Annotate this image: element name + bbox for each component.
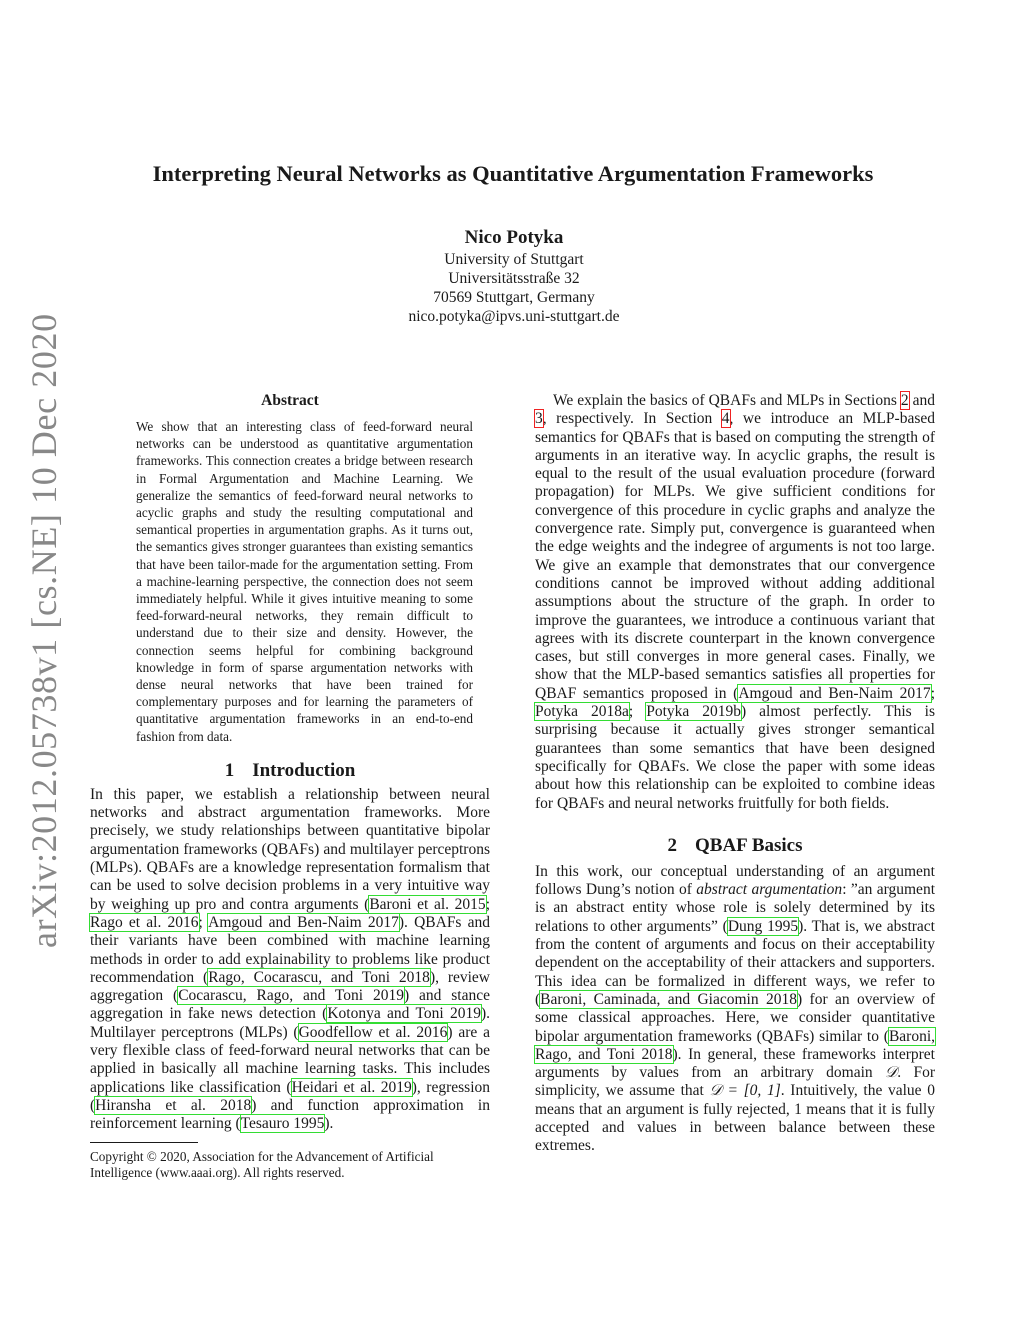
text-run: ), regression ( (90, 1078, 490, 1114)
text-run: ) for an overview of some classical approaches. Here, we consider quantitative bipolar argumentation frameworks (QBAFs) similar to ( (535, 990, 935, 1045)
citation-link[interactable]: Potyka 2019b (646, 703, 742, 721)
text-run: : ”an argument is an abstract entity whose role is solely determined by its relations to other arguments” ( (535, 881, 935, 935)
text-run: ). In general, these frameworks interpret arguments by values from an arbitrary domain (535, 1045, 935, 1082)
citation-link[interactable]: Cocarascu, Rago, and Toni 2019 (178, 987, 404, 1005)
citation-link[interactable]: Amgoud and Ben-Naim 2017 (208, 913, 399, 931)
citation-link[interactable]: Heidari et al. 2019 (291, 1078, 412, 1096)
citation-link[interactable]: Baroni, Rago, and Toni 2018 (535, 1027, 935, 1063)
section-ref-link[interactable]: 3 (535, 410, 543, 428)
outline-paragraph (535, 392, 935, 813)
citation-link[interactable]: Kotonya and Toni 2019 (327, 1005, 481, 1023)
citation-link[interactable]: Dung 1995 (727, 917, 799, 935)
citation-link[interactable]: Rago et al. 2016 (90, 913, 199, 931)
text-run: ) almost perfectly. This is surprising because it actually gives stronger semantical guarantees than some semantics that have been designed specifically for QBAFs. We close the paper with some ideas about how this relationship can be exploited to combine ideas for QBAFs and neural networks fruitfully for both fields. (535, 703, 935, 812)
section-ref-link[interactable]: 4 (721, 410, 730, 428)
text-run: ). (324, 1115, 334, 1133)
qbaf-paragraph (535, 863, 935, 1156)
introduction-paragraph (90, 786, 490, 1134)
text-run: . Intuitively, the value (780, 1082, 928, 1100)
text-run: ) are a very flexible class of feed-forward neural networks that can be applied in basically all machine learning tasks. This includes applications like classification ( (90, 1023, 491, 1096)
text-run: In this work, our conceptual understanding of an argument follows Dung’s notion of (535, 862, 935, 899)
text-run: means that an argument is fully rejected, (535, 1100, 795, 1118)
section-title: QBAF Basics (695, 834, 803, 856)
paper-title: Interpreting Neural Networks as Quantitative Argumentation Frameworks (152, 161, 874, 186)
section-heading-qbaf-basics (535, 835, 935, 857)
author-email: nico.potyka@ipvs.uni-stuttgart.de (408, 308, 620, 325)
citation-link[interactable]: Potyka 2018a (535, 703, 629, 721)
math-expression: 𝒟 = [0, 1] (709, 1082, 781, 1100)
text-run: ; (198, 913, 209, 931)
author-name: Nico Potyka (464, 227, 564, 248)
text-run: ; (930, 684, 935, 702)
citation-link[interactable]: Goodfellow et al. 2016 (298, 1023, 448, 1041)
text-run: ) and stance aggregation in fake news detection ( (90, 987, 491, 1023)
section-number: 2 (667, 834, 677, 856)
text-run: ; (628, 703, 647, 721)
math-symbol: 0 (927, 1082, 935, 1100)
copyright-footnote: Copyright © 2020, Association for the Advancement of Artificial Intelligence (www.aaai.org). All rights reserved. (90, 1148, 434, 1180)
citation-link[interactable]: Baroni et al. 2015 (369, 895, 486, 913)
text-run: ). QBAFs and their variants have been combined with machine learning methods in order to add explainability to problems like product recommendation ( (90, 913, 491, 986)
right-column (535, 392, 935, 1156)
section-heading-introduction (90, 760, 490, 782)
text-run: In this paper, we establish a relationship between neural networks and abstract argumentation frameworks. More precisely, we study relationships between quantitative bipolar argumentation frameworks (QBAFs) and multilayer perceptrons (MLPs). QBAFs are a knowledge representation formalism that can be used to solve decision problems in a very intuitive way by weighing up pro and contra arguments ( (90, 785, 490, 913)
left-column (90, 392, 490, 1182)
author-affiliation: University of Stuttgart (444, 251, 584, 268)
author-block (300, 226, 728, 326)
section-number: 1 (224, 759, 235, 781)
text-run: ). That is, we abstract from the content of arguments and focus on their acceptability dependent on the acceptability of their attackers and supporters. This idea can be formalized in different ways, we refer to ( (535, 917, 935, 1008)
text-run: ). Multilayer perceptrons (MLPs) ( (90, 1005, 491, 1041)
abstract-text: We show that an interesting class of feed-forward neural networks can be understood as quantitative argumentation frameworks. This connection creates a bridge between research in Formal Argumentation and Machine Learning. We generalize the semantics of feed-forward neural networks to acyclic graphs and study the resulting computational and semantical properties in argumentation graphs. As it turns out, the semantics gives stronger guarantees than existing semantics that have been tailor-made for the argumentation setting. From a machine-learning perspective, the connection does not seem immediately helpful. While it gives intuitive meaning to some feed-forward-neural networks, they remain difficult to understand due to their size and density. However, the connection seems helpful for combining background knowledge in form of sparse argumentation networks with dense neural networks that have been trained for complementary purposes and for learning the parameters of quantitative argumentation frameworks in an end-to-end fashion from data. (136, 419, 473, 744)
math-symbol: 𝒟 (884, 1064, 898, 1082)
author-street: Universitätsstraße 32 (448, 270, 580, 287)
text-run: ) and function approximation in reinforcement learning ( (90, 1096, 490, 1133)
text-run: . For simplicity, we assume that (535, 1064, 935, 1100)
section-title: Introduction (252, 759, 356, 781)
text-run: and (908, 392, 935, 409)
citation-link[interactable]: Baroni, Caminada, and Giacomin 2018 (540, 990, 797, 1008)
citation-link[interactable]: Hiransha et al. 2018 (95, 1096, 252, 1114)
math-symbol: 1 (794, 1100, 802, 1118)
text-run: ; (485, 895, 490, 913)
citation-link[interactable]: Rago, Cocarascu, and Toni 2018 (208, 968, 430, 986)
abstract-heading: Abstract (261, 392, 319, 409)
section-ref-link[interactable]: 2 (900, 392, 909, 409)
emphasis-text: abstract argumentation (696, 881, 843, 899)
text-run: ), review aggregation ( (90, 968, 491, 1005)
text-run: means that it is fully accepted and values in between balance between these extremes. (535, 1100, 935, 1155)
footnote-divider (90, 1142, 198, 1143)
author-city: 70569 Stuttgart, Germany (433, 289, 595, 306)
citation-link[interactable]: Amgoud and Ben-Naim 2017 (738, 684, 931, 702)
text-run: , respectively. In Section (542, 410, 722, 428)
arxiv-identifier: arXiv:2012.05738v1 [cs.NE] 10 Dec 2020 (24, 313, 64, 948)
text-run: , we introduce an MLP-based semantics for QBAFs that is based on computing the strength of arguments in an iterative way. In acyclic graphs, the result is equal to the result of the usual evaluation procedure (forward propagation) for MLPs. We give sufficient conditions for convergence of this procedure in cyclic graphs and analyze the convergence rate. Simply put, convergence is guaranteed when the edge weights and the indegree of arguments is not too large. We give an example that demonstrates that our convergence conditions cannot be improved without adding additional assumptions about the structure of the graph. In order to improve the guarantees, we introduce a continuous variant that agrees with its discrete counterpart in the known convergence cases, but still converges in more general cases. Finally, we show that the MLP-based semantics satisfies all properties for QBAF semantics proposed in ( (535, 410, 935, 702)
citation-link[interactable]: Tesauro 1995 (240, 1115, 325, 1133)
text-run: We explain the basics of QBAFs and MLPs in Sections (553, 392, 901, 409)
